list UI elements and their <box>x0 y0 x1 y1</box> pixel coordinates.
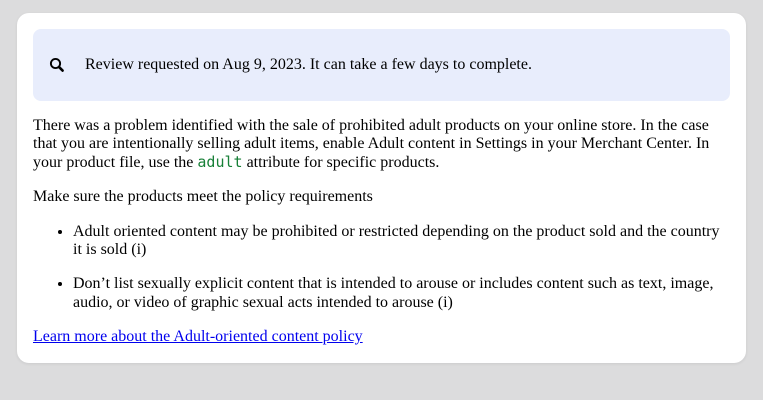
list-item: • Adult oriented content may be prohibited or restricted depending on the product sold and the country it is sold (i) <box>73 223 730 260</box>
issue-description-tail: attribute for specific products. <box>242 153 440 171</box>
policy-requirements-heading: Make sure the products meet the policy requirements <box>33 188 373 206</box>
search-icon <box>49 57 65 73</box>
issue-description-text: There was a problem identified with the sale of prohibited adult products on your online store. In the case that you are intentionally selling adult items, enable Adult content in Settings in your Merchant Center. In your product file, use the <box>33 117 710 171</box>
review-status-banner <box>33 29 730 101</box>
issue-description <box>33 117 730 172</box>
list-item: • Don’t list sexually explicit content that is intended to arouse or includes content such as text, image, audio, or video of graphic sexual acts intended to arouse (i) <box>73 275 730 312</box>
policy-learn-more-link[interactable]: Learn more about the Adult-oriented content policy <box>33 328 363 346</box>
review-status-text: Review requested on Aug 9, 2023. It can take a few days to complete. <box>85 56 532 73</box>
learn-more-row <box>33 328 730 346</box>
review-panel <box>17 13 746 363</box>
adult-attribute-code: adult <box>197 152 243 171</box>
policy-requirements-list <box>33 223 730 313</box>
